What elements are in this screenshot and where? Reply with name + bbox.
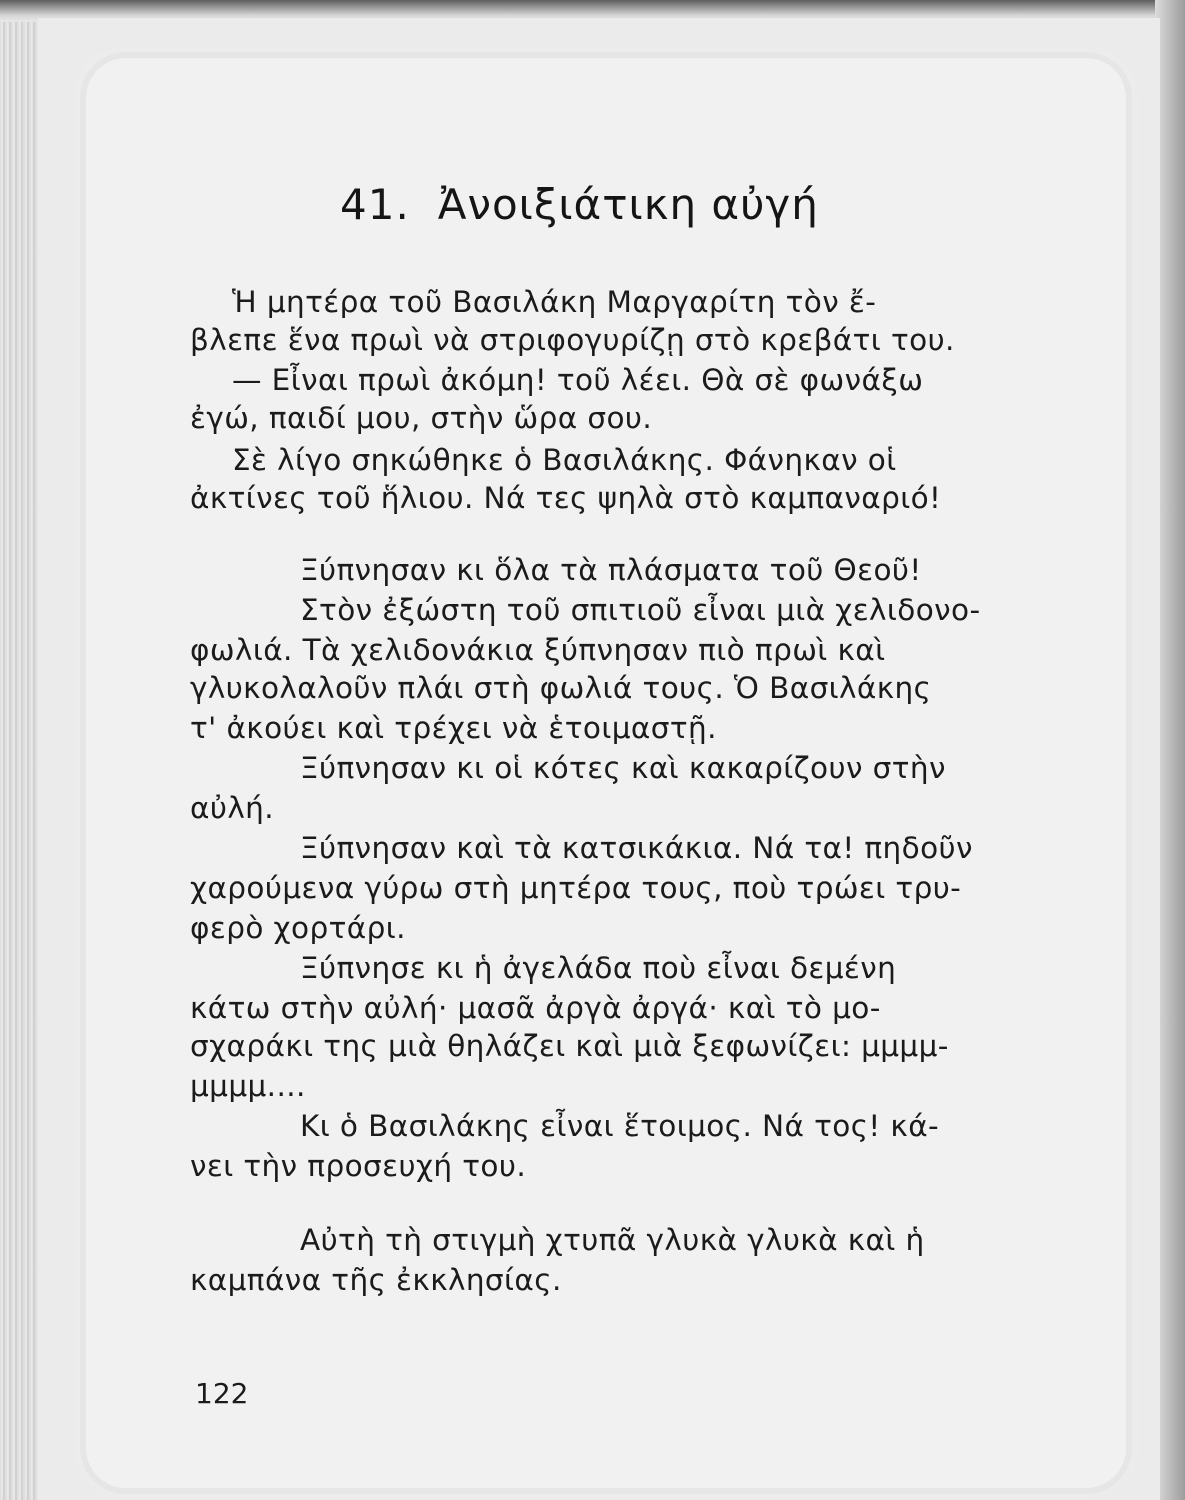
text-line: Κι ὁ Βασιλάκης εἶναι ἕτοιμος. Νά τος! κά- xyxy=(300,1109,940,1143)
text-line: αὐλή. xyxy=(190,791,275,825)
text-line: κάτω στὴν αὐλή· μασᾶ ἀργὰ ἀργά· καὶ τὸ μο- xyxy=(190,991,881,1025)
chapter-title xyxy=(340,180,819,229)
text-line: Σὲ λίγο σηκώθηκε ὁ Βασιλάκης. Φάνηκαν οἱ xyxy=(232,443,897,477)
text-line: Ξύπνησε κι ἡ ἀγελάδα ποὺ εἶναι δεμένη xyxy=(300,951,897,985)
text-line: φωλιά. Τὰ χελιδονάκια ξύπνησαν πιὸ πρωὶ καὶ xyxy=(190,633,886,667)
text-line: φερὸ χορτάρι. xyxy=(190,911,406,945)
text-line: σχαράκι της μιὰ θηλάζει καὶ μιὰ ξεφωνίζει: μμμμ- xyxy=(190,1029,949,1063)
text-line: μμμμ.... xyxy=(190,1069,306,1103)
text-line: ἐγώ, παιδί μου, στὴν ὥρα σου. xyxy=(190,401,653,435)
text-line: βλεπε ἕνα πρωὶ νὰ στριφογυρίζῃ στὸ κρεβάτι του. xyxy=(190,323,955,357)
text-line: καμπάνα τῆς ἐκκλησίας. xyxy=(190,1263,562,1297)
chapter-number: 41. xyxy=(340,180,410,229)
text-line: — Εἶναι πρωὶ ἀκόμη! τοῦ λέει. Θὰ σὲ φωνάξω xyxy=(232,363,924,397)
page-stack-left xyxy=(0,0,42,1500)
text-line: τ' ἀκούει καὶ τρέχει νὰ ἑτοιμαστῇ. xyxy=(190,711,717,745)
text-line: γλυκολαλοῦν πλάι στὴ φωλιά τους. Ὁ Βασιλάκης xyxy=(190,671,932,705)
text-line: Ξύπνησαν κι ὅλα τὰ πλάσματα τοῦ Θεοῦ! xyxy=(300,553,922,587)
text-line: Αὐτὴ τὴ στιγμὴ χτυπᾶ γλυκὰ γλυκὰ καὶ ἡ xyxy=(300,1223,925,1257)
page-number: 122 xyxy=(195,1377,249,1410)
text-line: νει τὴν προσευχή του. xyxy=(190,1149,527,1183)
text-line: χαρούμενα γύρω στὴ μητέρα τους, ποὺ τρώει τρυ- xyxy=(190,871,962,905)
text-line: Ξύπνησαν κι οἱ κότες καὶ κακαρίζουν στὴν xyxy=(300,751,946,785)
text-line: Ξύπνησαν καὶ τὰ κατσικάκια. Νά τα! πηδοῦν xyxy=(300,831,973,865)
chapter-title-text: Ἀνοιξιάτικη αὐγή xyxy=(437,180,819,229)
text-line: Ἡ μητέρα τοῦ Βασιλάκη Μαργαρίτη τὸν ἔ- xyxy=(232,285,877,319)
text-line: Στὸν ἐξώστη τοῦ σπιτιοῦ εἶναι μιὰ χελιδονο- xyxy=(300,593,981,627)
text-line: ἀκτίνες τοῦ ἥλιου. Νά τες ψηλὰ στὸ καμπαναριό! xyxy=(190,481,942,515)
